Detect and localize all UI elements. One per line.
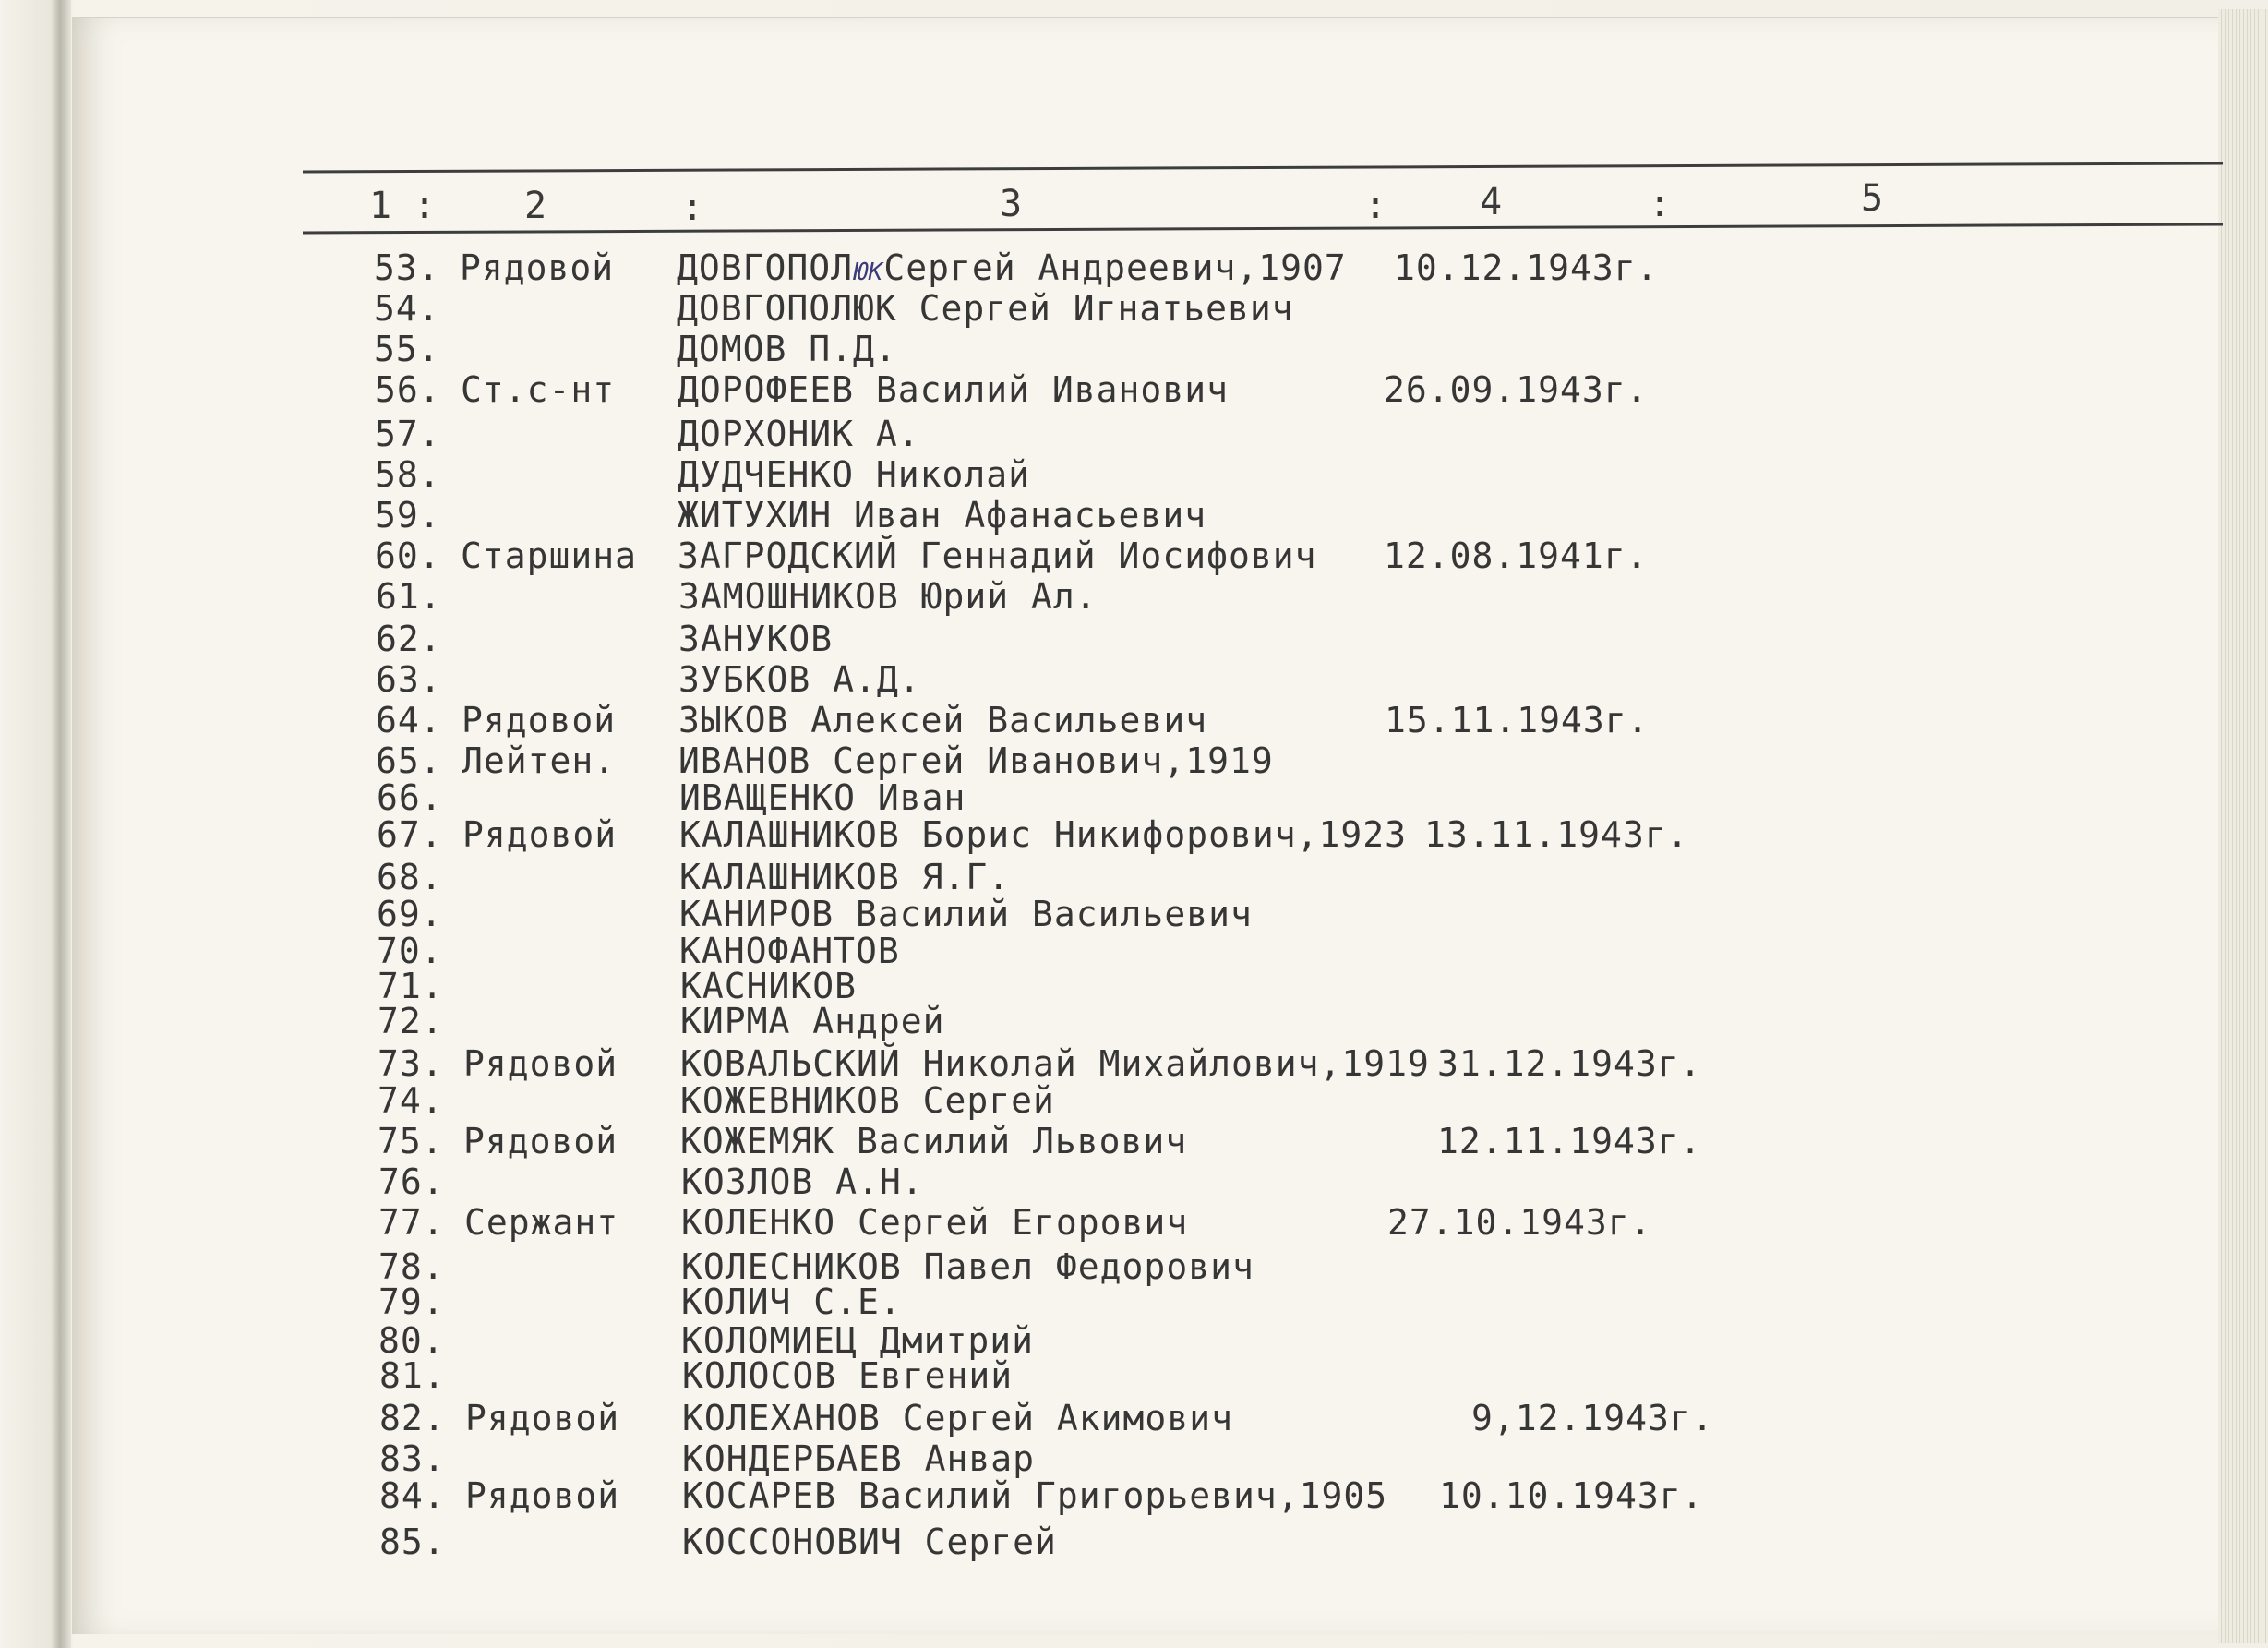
record-name: КОЛЕСНИКОВ Павел Федорович (681, 1246, 1254, 1287)
record-name: КОССОНОВИЧ Сергей (682, 1522, 1057, 1562)
record-number: 58. (375, 454, 441, 495)
record-number: 75. (378, 1121, 444, 1161)
record-name: КОЛОСОВ Евгений (682, 1355, 1014, 1396)
record-date: 13.11.1943г. (1424, 814, 1689, 855)
record-rank: Ст.с-нт (461, 369, 616, 410)
record-number: 57. (375, 414, 441, 454)
record-row (72, 1398, 2218, 1438)
record-name: ИВАНОВ Сергей Иванович,1919 (678, 740, 1274, 781)
record-number: 78. (378, 1246, 445, 1287)
record-number: 55. (374, 329, 440, 369)
record-row (72, 1121, 2218, 1161)
record-number: 63. (376, 659, 442, 700)
record-row (72, 1001, 2218, 1041)
handwritten-correction: ЮК (853, 259, 884, 286)
previous-page-edge (0, 0, 52, 1648)
record-number: 59. (375, 495, 441, 535)
header-bottom-rule (303, 223, 2223, 234)
record-date: 9,12.1943г. (1471, 1398, 1714, 1438)
stacked-page-edges (2218, 9, 2268, 1643)
record-row (72, 1161, 2218, 1202)
record-number: 53. (374, 247, 440, 288)
record-name: КАЛАШНИКОВ Борис Никифорович,1923 (679, 814, 1407, 855)
record-name: КОСАРЕВ Василий Григорьевич,1905 (682, 1475, 1388, 1516)
record-number: 73. (378, 1043, 444, 1084)
record-date: 12.08.1941г. (1384, 535, 1649, 576)
record-name: ЖИТУХИН Иван Афанасьевич (678, 495, 1207, 535)
record-name: ЗЫКОВ Алексей Васильевич (678, 700, 1208, 740)
record-row (72, 1475, 2218, 1516)
header-col-5: 5 (1861, 177, 1886, 220)
book-spine (51, 0, 71, 1648)
record-name: ЗАГРОДСКИЙ Геннадий Иосифович (678, 535, 1317, 576)
record-number: 69. (377, 894, 443, 934)
record-number: 60. (375, 535, 441, 576)
record-row (72, 1043, 2218, 1084)
header-sep: : (1649, 183, 1674, 225)
record-row (72, 1281, 2218, 1322)
header-top-rule (303, 162, 2223, 173)
record-date: 12.11.1943г. (1437, 1121, 1702, 1161)
header-sep: : (681, 186, 706, 229)
record-name: ДОРХОНИК А. (678, 414, 920, 454)
record-row (72, 576, 2218, 617)
record-name: КОЛОМИЕЦ Дмитрий (681, 1320, 1035, 1361)
record-number: 81. (379, 1355, 446, 1396)
record-rank: Рядовой (463, 1043, 618, 1084)
record-number: 80. (378, 1320, 445, 1361)
record-number: 76. (378, 1161, 445, 1202)
record-name: КАЛАШНИКОВ Я.Г. (679, 857, 1011, 897)
header-col-3: 3 (1000, 183, 1025, 225)
record-name: ДОВГОПОЛЮК Сергей Игнатьевич (677, 288, 1294, 329)
record-number: 61. (376, 576, 442, 617)
record-name: ДОМОВ П.Д. (677, 329, 897, 369)
record-row (72, 329, 2218, 369)
record-row (72, 454, 2218, 495)
record-rank: Сержант (464, 1202, 619, 1243)
record-name: ЗУБКОВ А.Д. (678, 659, 921, 700)
record-name: КОЖЕМЯК Василий Львович (680, 1121, 1188, 1161)
record-row (72, 1522, 2218, 1562)
record-name: КОЛЕНКО Сергей Егорович (681, 1202, 1189, 1243)
record-number: 77. (378, 1202, 445, 1243)
record-rank: Рядовой (463, 1121, 618, 1161)
record-rank: Лейтен. (462, 740, 617, 781)
header-col-2: 2 (524, 185, 549, 227)
record-date: 31.12.1943г. (1437, 1043, 1702, 1084)
record-number: 54. (374, 288, 440, 329)
record-number: 66. (377, 777, 443, 818)
record-rank: Рядовой (465, 1398, 620, 1438)
record-name: КАНИРОВ Василий Васильевич (679, 894, 1253, 934)
record-name: ЗАМОШНИКОВ Юрий Ал. (678, 576, 1098, 617)
record-date: 15.11.1943г. (1385, 700, 1650, 740)
record-row (72, 894, 2218, 934)
record-row (72, 495, 2218, 535)
record-name: КОВАЛЬСКИЙ Николай Михайлович,1919 (680, 1043, 1430, 1084)
record-name: ДУДЧЕНКО Николай (678, 454, 1031, 495)
header-col-4: 4 (1480, 181, 1505, 223)
record-name: КАСНИКОВ (680, 966, 858, 1006)
record-rank: Рядовой (462, 814, 618, 855)
record-number: 64. (376, 700, 442, 740)
record-row (72, 288, 2218, 329)
document-page (72, 17, 2218, 1634)
record-name: КОЗЛОВ А.Н. (681, 1161, 924, 1202)
record-row (72, 659, 2218, 700)
record-date: 27.10.1943г. (1387, 1202, 1652, 1243)
record-number: 74. (378, 1080, 444, 1121)
record-row (72, 535, 2218, 576)
record-row (72, 814, 2218, 855)
record-number: 68. (377, 857, 443, 897)
record-row (72, 1355, 2218, 1396)
header-sep: : (1364, 185, 1389, 227)
record-name: КОЛИЧ С.Е. (681, 1281, 902, 1322)
record-name: ДОВГОПОЛЮКСергей Андреевич,1907 (677, 247, 1347, 288)
record-number: 67. (377, 814, 443, 855)
record-row (72, 777, 2218, 818)
record-row (72, 857, 2218, 897)
record-rank: Рядовой (462, 700, 617, 740)
record-rank: Рядовой (460, 247, 615, 288)
record-name: КАНОФАНТОВ (679, 931, 900, 971)
record-name: КИРМА Андрей (680, 1001, 945, 1041)
record-number: 56. (375, 369, 441, 410)
record-row (72, 414, 2218, 454)
record-row (72, 247, 2218, 288)
record-date: 10.12.1943г. (1394, 247, 1659, 288)
record-name: КОЛЕХАНОВ Сергей Акимович (682, 1398, 1233, 1438)
record-name: ДОРОФЕЕВ Василий Иванович (678, 369, 1229, 410)
record-number: 72. (378, 1001, 444, 1041)
record-number: 84. (379, 1475, 446, 1516)
record-name: КОНДЕРБАЕВ Анвар (682, 1438, 1036, 1479)
record-row (72, 1202, 2218, 1243)
record-rank: Старшина (461, 535, 638, 576)
record-number: 62. (376, 619, 442, 659)
record-name: ЗАНУКОВ (678, 619, 834, 659)
record-row (72, 740, 2218, 781)
record-row (72, 369, 2218, 410)
record-name: КОЖЕВНИКОВ Сергей (680, 1080, 1055, 1121)
record-number: 70. (377, 931, 443, 971)
header-col-1: 1 (369, 185, 394, 227)
record-number: 71. (378, 966, 444, 1006)
record-row (72, 1080, 2218, 1121)
record-date: 10.10.1943г. (1439, 1475, 1704, 1516)
record-number: 83. (379, 1438, 446, 1479)
record-row (72, 619, 2218, 659)
record-row (72, 1438, 2218, 1479)
record-name: ИВАЩЕНКО Иван (679, 777, 966, 818)
record-number: 82. (379, 1398, 446, 1438)
record-date: 26.09.1943г. (1384, 369, 1649, 410)
record-number: 85. (379, 1522, 446, 1562)
record-row (72, 700, 2218, 740)
record-rank: Рядовой (465, 1475, 620, 1516)
record-number: 65. (376, 740, 442, 781)
record-number: 79. (378, 1281, 445, 1322)
header-sep: : (414, 185, 438, 227)
